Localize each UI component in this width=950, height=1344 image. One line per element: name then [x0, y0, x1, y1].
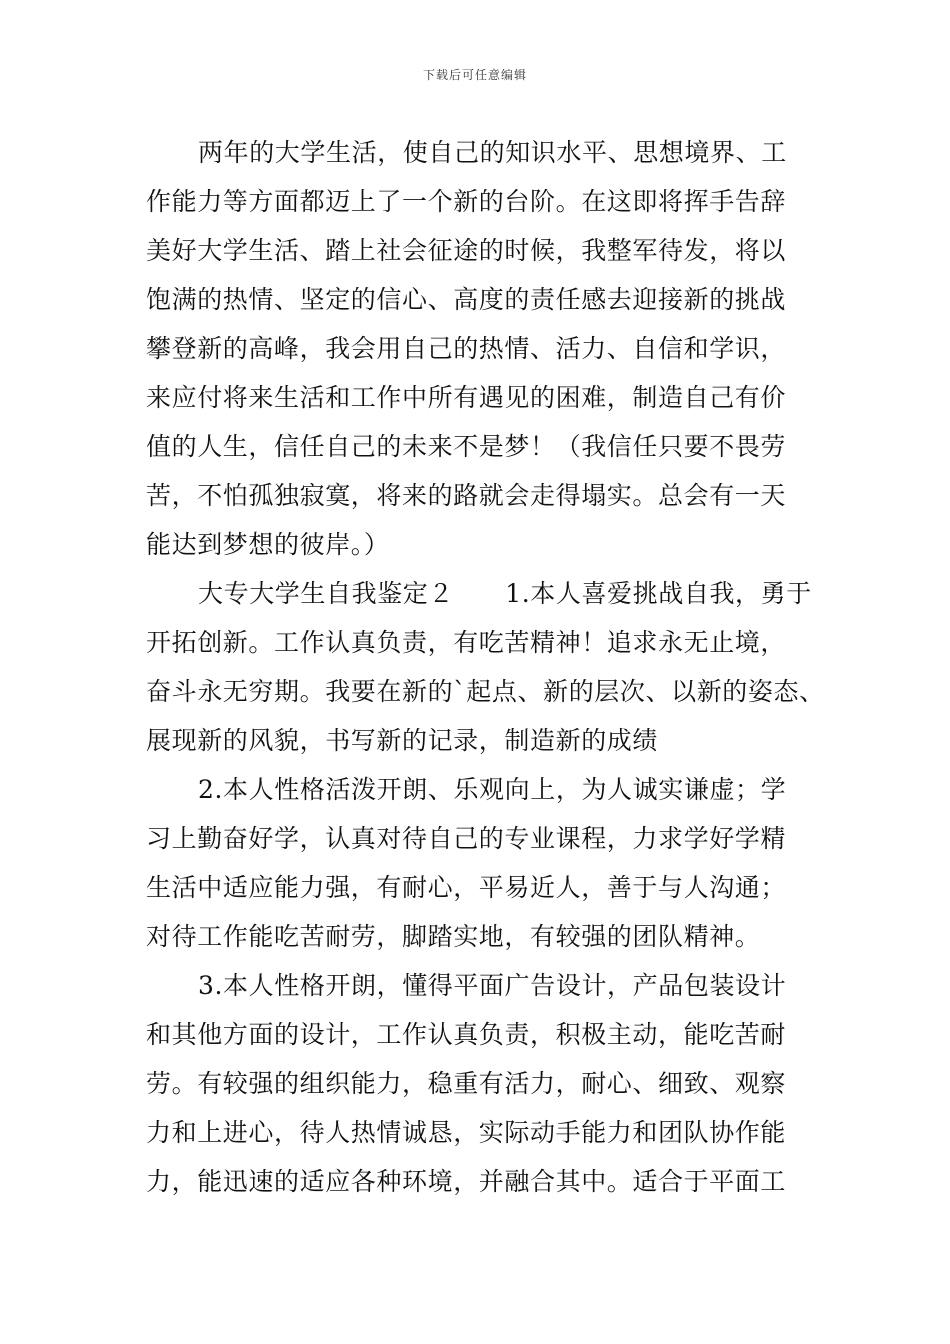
text-line: 两年的大学生活，使自己的知识水平、思想境界、工 — [198, 138, 787, 167]
text-line: 开拓创新。工作认真负责，有吃苦精神！追求永无止境， — [146, 628, 787, 657]
text-line: 能达到梦想的彼岸。） — [146, 530, 390, 559]
text-line: 2.本人性格活泼开朗、乐观向上，为人诚实谦虚；学 — [198, 775, 787, 804]
text-line: 奋斗永无穷期。我要在新的`起点、新的层次、以新的姿态、 — [146, 677, 825, 706]
text-line: 习上勤奋好学，认真对待自己的专业课程，力求学好学精 — [146, 824, 787, 853]
text-line: 生活中适应能力强，有耐心，平易近人，善于与人沟通； — [146, 873, 787, 902]
text-line: 展现新的风貌，书写新的记录，制造新的成绩 — [146, 726, 659, 755]
text-line: 饱满的热情、坚定的信心、高度的责任感去迎接新的挑战 — [146, 285, 787, 314]
section-heading-line: 大专大学生自我鉴定２ 1.本人喜爱挑战自我，勇于 — [198, 579, 812, 608]
text-line: 来应付将来生活和工作中所有遇见的困难，制造自己有价 — [146, 383, 787, 412]
document-body — [146, 128, 836, 1206]
text-line: 力，能迅速的适应各种环境，并融合其中。适合于平面工 — [146, 1167, 787, 1196]
text-line: 劳。有较强的组织能力，稳重有活力，耐心、细致、观察 — [146, 1069, 787, 1098]
text-line: 值的人生，信任自己的未来不是梦！（我信任只要不畏劳 — [146, 432, 787, 461]
text-line: 苦，不怕孤独寂寞，将来的路就会走得塌实。总会有一天 — [146, 481, 787, 510]
text-line: 美好大学生活、踏上社会征途的时候，我整军待发，将以 — [146, 236, 787, 265]
text-line: 对待工作能吃苦耐劳，脚踏实地，有较强的团队精神。 — [146, 922, 761, 951]
text-line: 3.本人性格开朗，懂得平面广告设计，产品包装设计 — [198, 971, 787, 1000]
header-note: 下载后可任意编辑 — [422, 68, 527, 82]
text-line: 力和上进心，待人热情诚恳，实际动手能力和团队协作能 — [146, 1118, 787, 1147]
text-line: 作能力等方面都迈上了一个新的台阶。在这即将挥手告辞 — [146, 187, 787, 216]
text-line: 攀登新的高峰，我会用自己的热情、活力、自信和学识， — [146, 334, 787, 363]
text-line: 和其他方面的设计，工作认真负责，积极主动，能吃苦耐 — [146, 1020, 787, 1049]
